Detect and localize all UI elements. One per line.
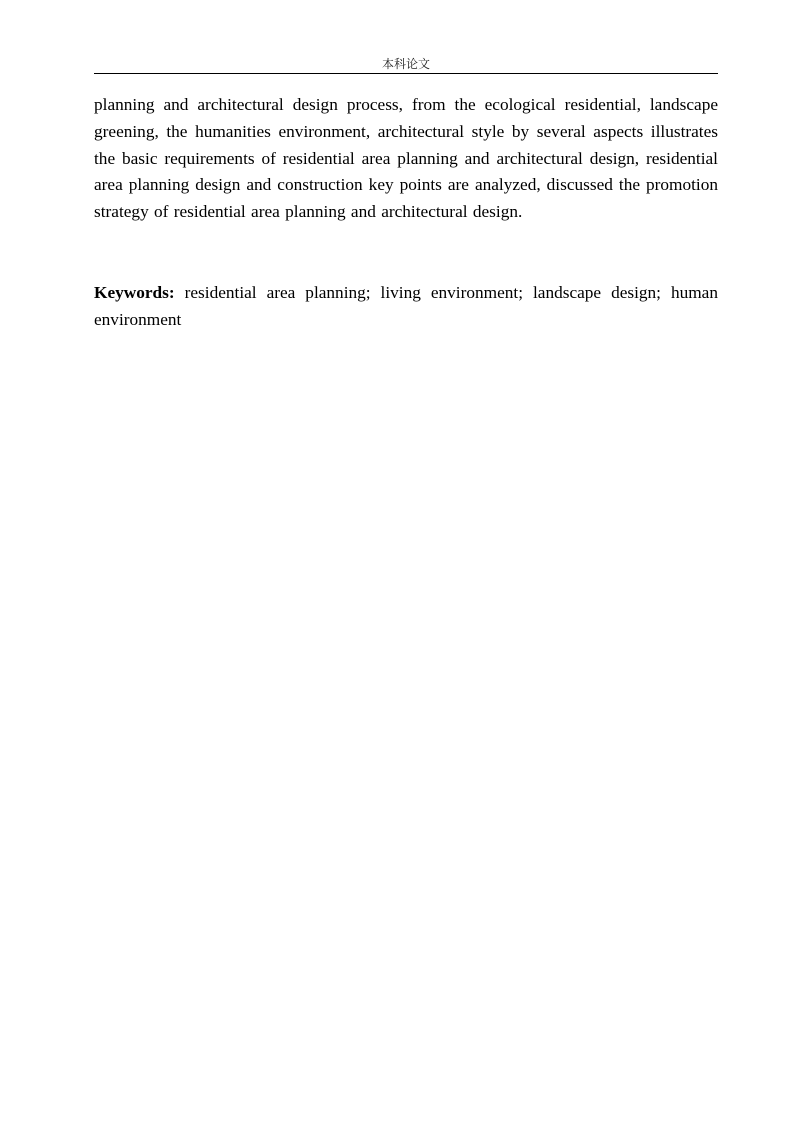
running-header: 本科论文	[381, 57, 430, 71]
abstract-paragraph: planning and architectural design process, from the ecological residential, landscape greening, the humanities environment, architectural style by several aspects illustrates the basic requirements of residential area planning and architectural design, residential area planning design and construction key points are analyzed, discussed the promotion strategy of residential area planning and architectural design.	[94, 95, 718, 222]
keywords-label: Keywords:	[94, 283, 175, 302]
keywords-paragraph	[94, 280, 718, 334]
keywords-text: residential area planning; living environment; landscape design; human environment	[94, 283, 718, 329]
header-divider	[94, 73, 718, 74]
